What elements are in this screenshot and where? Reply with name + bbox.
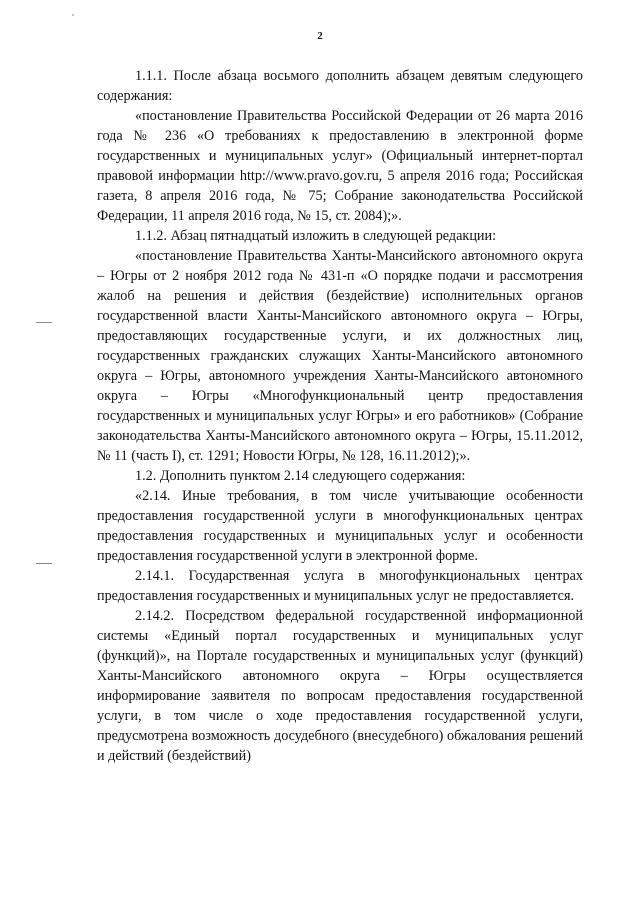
paragraph-1-1-1: 1.1.1. После абзаца восьмого дополнить абзацем девятым следующего содержания: (97, 68, 583, 104)
paragraph-2-14-2: 2.14.2. Посредством федеральной государственной информационной системы «Единый портал государственных и муниципальных услуг (функций)», на Портале государственных и муниципальных услуг (функций) Ханты-Мансийского автономного округа – Югры осуществляется информирование заявителя по вопросам предоставления государственной услуги, в том числе о ходе предоставления государственной услуги, предусмотрена возможность досудебного (внесудебного) обжалования решений и действий (бездействий) (97, 608, 583, 764)
paragraph-2-14-1: 2.14.1. Государственная услуга в многофункциональных центрах предоставления государственных и муниципальных услуг не предоставляется. (97, 568, 583, 604)
margin-mark (36, 563, 52, 564)
margin-mark (36, 322, 52, 323)
paragraph-1-2: 1.2. Дополнить пунктом 2.14 следующего содержания: (135, 468, 466, 484)
paragraph-quote-2: «постановление Правительства Ханты-Мансийского автономного округа – Югры от 2 ноября 2012 года № 431-п «О порядке подачи и рассмотрения жалоб на решения и действия (бездействие) исполнительных органов государственной власти Ханты-Мансийского автономного округа – Югры, предоставляющих государственные услуги, и их должностных лиц, государственных гражданских служащих Ханты-Мансийского автономного округа – Югры, автономного учреждения Ханты-Мансийского автономного округа – Югры «Многофункциональный центр предоставления государственных и муниципальных услуг Югры» и его работников» (Собрание законодательства Ханты-Мансийского автономного округа – Югры, 15.11.2012, № 11 (часть I), ст. 1291; Новости Югры, № 128, 16.11.2012);». (97, 248, 583, 464)
paragraph-2-14: «2.14. Иные требования, в том числе учитывающие особенности предоставления государственной услуги в многофункциональных центрах предоставления государственных и муниципальных услуг и особенности предоставления государственной услуги в электронной форме. (97, 488, 583, 564)
paragraph-quote-1: «постановление Правительства Российской Федерации от 26 марта 2016 года № 236 «О требованиях к предоставлению в электронной форме государственных и муниципальных услуг» (Официальный интернет-портал правовой информации http://www.pravo.gov.ru, 5 апреля 2016 года; Российская газета, 8 апреля 2016 года, № 75; Собрание законодательства Российской Федерации, 11 апреля 2016 года, № 15, ст. 2084);». (97, 108, 583, 224)
page-number: 2 (317, 30, 323, 42)
scan-speck (72, 14, 74, 16)
document-body (97, 66, 583, 766)
paragraph-1-1-2: 1.1.2. Абзац пятнадцатый изложить в следующей редакции: (135, 228, 497, 244)
